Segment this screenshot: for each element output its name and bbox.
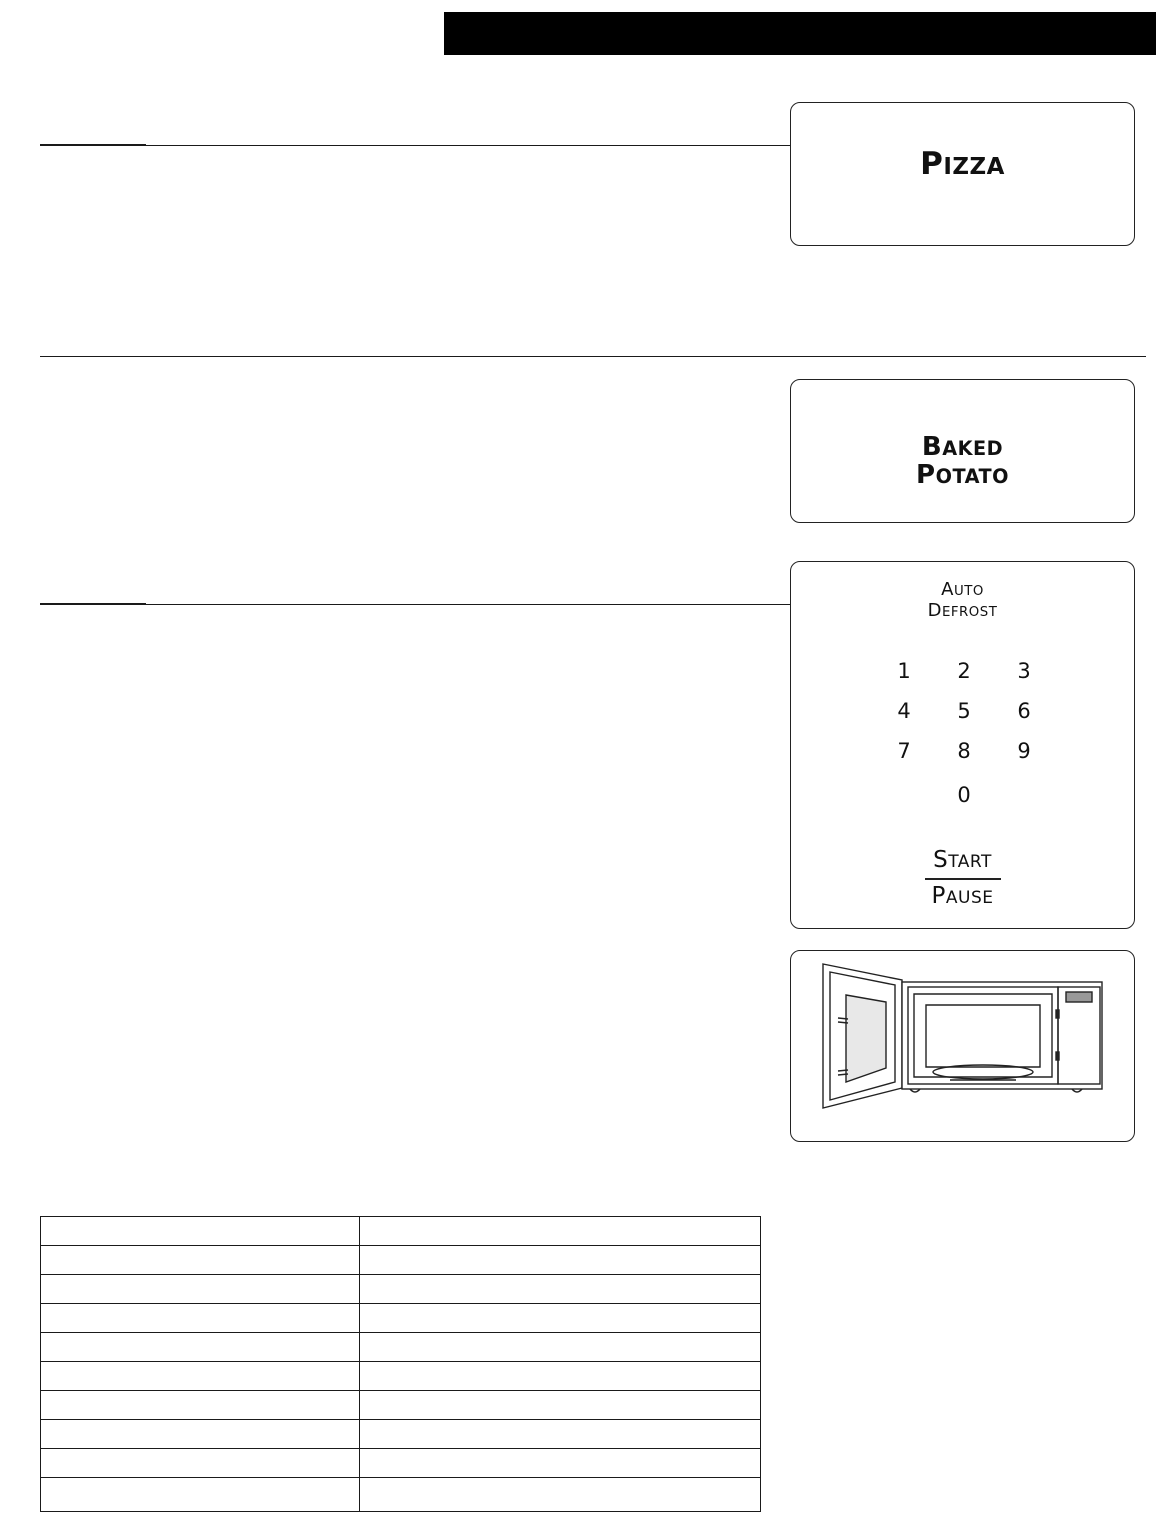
- table-row: [41, 1275, 761, 1304]
- table-row: [41, 1362, 761, 1391]
- start-pause-divider: [925, 878, 1001, 880]
- section-rule-defrost: [40, 604, 790, 605]
- key-7[interactable]: 7: [897, 739, 911, 763]
- key-1[interactable]: 1: [897, 659, 911, 683]
- section-rule-pizza: [40, 145, 790, 146]
- auto-defrost-keypad-panel: [790, 561, 1135, 929]
- table-row: [41, 1478, 761, 1512]
- key-8[interactable]: 8: [957, 739, 971, 763]
- table-row: [41, 1449, 761, 1478]
- table-row: [41, 1304, 761, 1333]
- baked-potato-label: BAKED POTATO: [916, 432, 1009, 490]
- key-3[interactable]: 3: [1017, 659, 1031, 683]
- key-4[interactable]: 4: [897, 699, 911, 723]
- key-6[interactable]: 6: [1017, 699, 1031, 723]
- table-row: [41, 1246, 761, 1275]
- pizza-label: PIZZA: [920, 146, 1005, 182]
- microwave-open-door-icon: [790, 950, 1135, 1142]
- header-bar: [444, 12, 1156, 55]
- key-0[interactable]: 0: [957, 783, 971, 807]
- baked-potato-button-panel[interactable]: [790, 379, 1135, 523]
- section-divider: [40, 356, 1146, 357]
- table-row: [41, 1333, 761, 1362]
- microwave-illustration-panel: [790, 950, 1135, 1142]
- key-9[interactable]: 9: [1017, 739, 1031, 763]
- auto-defrost-button[interactable]: AUTO DEFROST: [927, 579, 998, 621]
- pizza-button-panel[interactable]: [790, 102, 1135, 246]
- key-2[interactable]: 2: [957, 659, 971, 683]
- data-table: [40, 1216, 761, 1512]
- table-row: [41, 1391, 761, 1420]
- table-row: [41, 1217, 761, 1246]
- start-pause-button[interactable]: START PAUSE: [791, 845, 1134, 913]
- key-5[interactable]: 5: [957, 699, 971, 723]
- table-row: [41, 1420, 761, 1449]
